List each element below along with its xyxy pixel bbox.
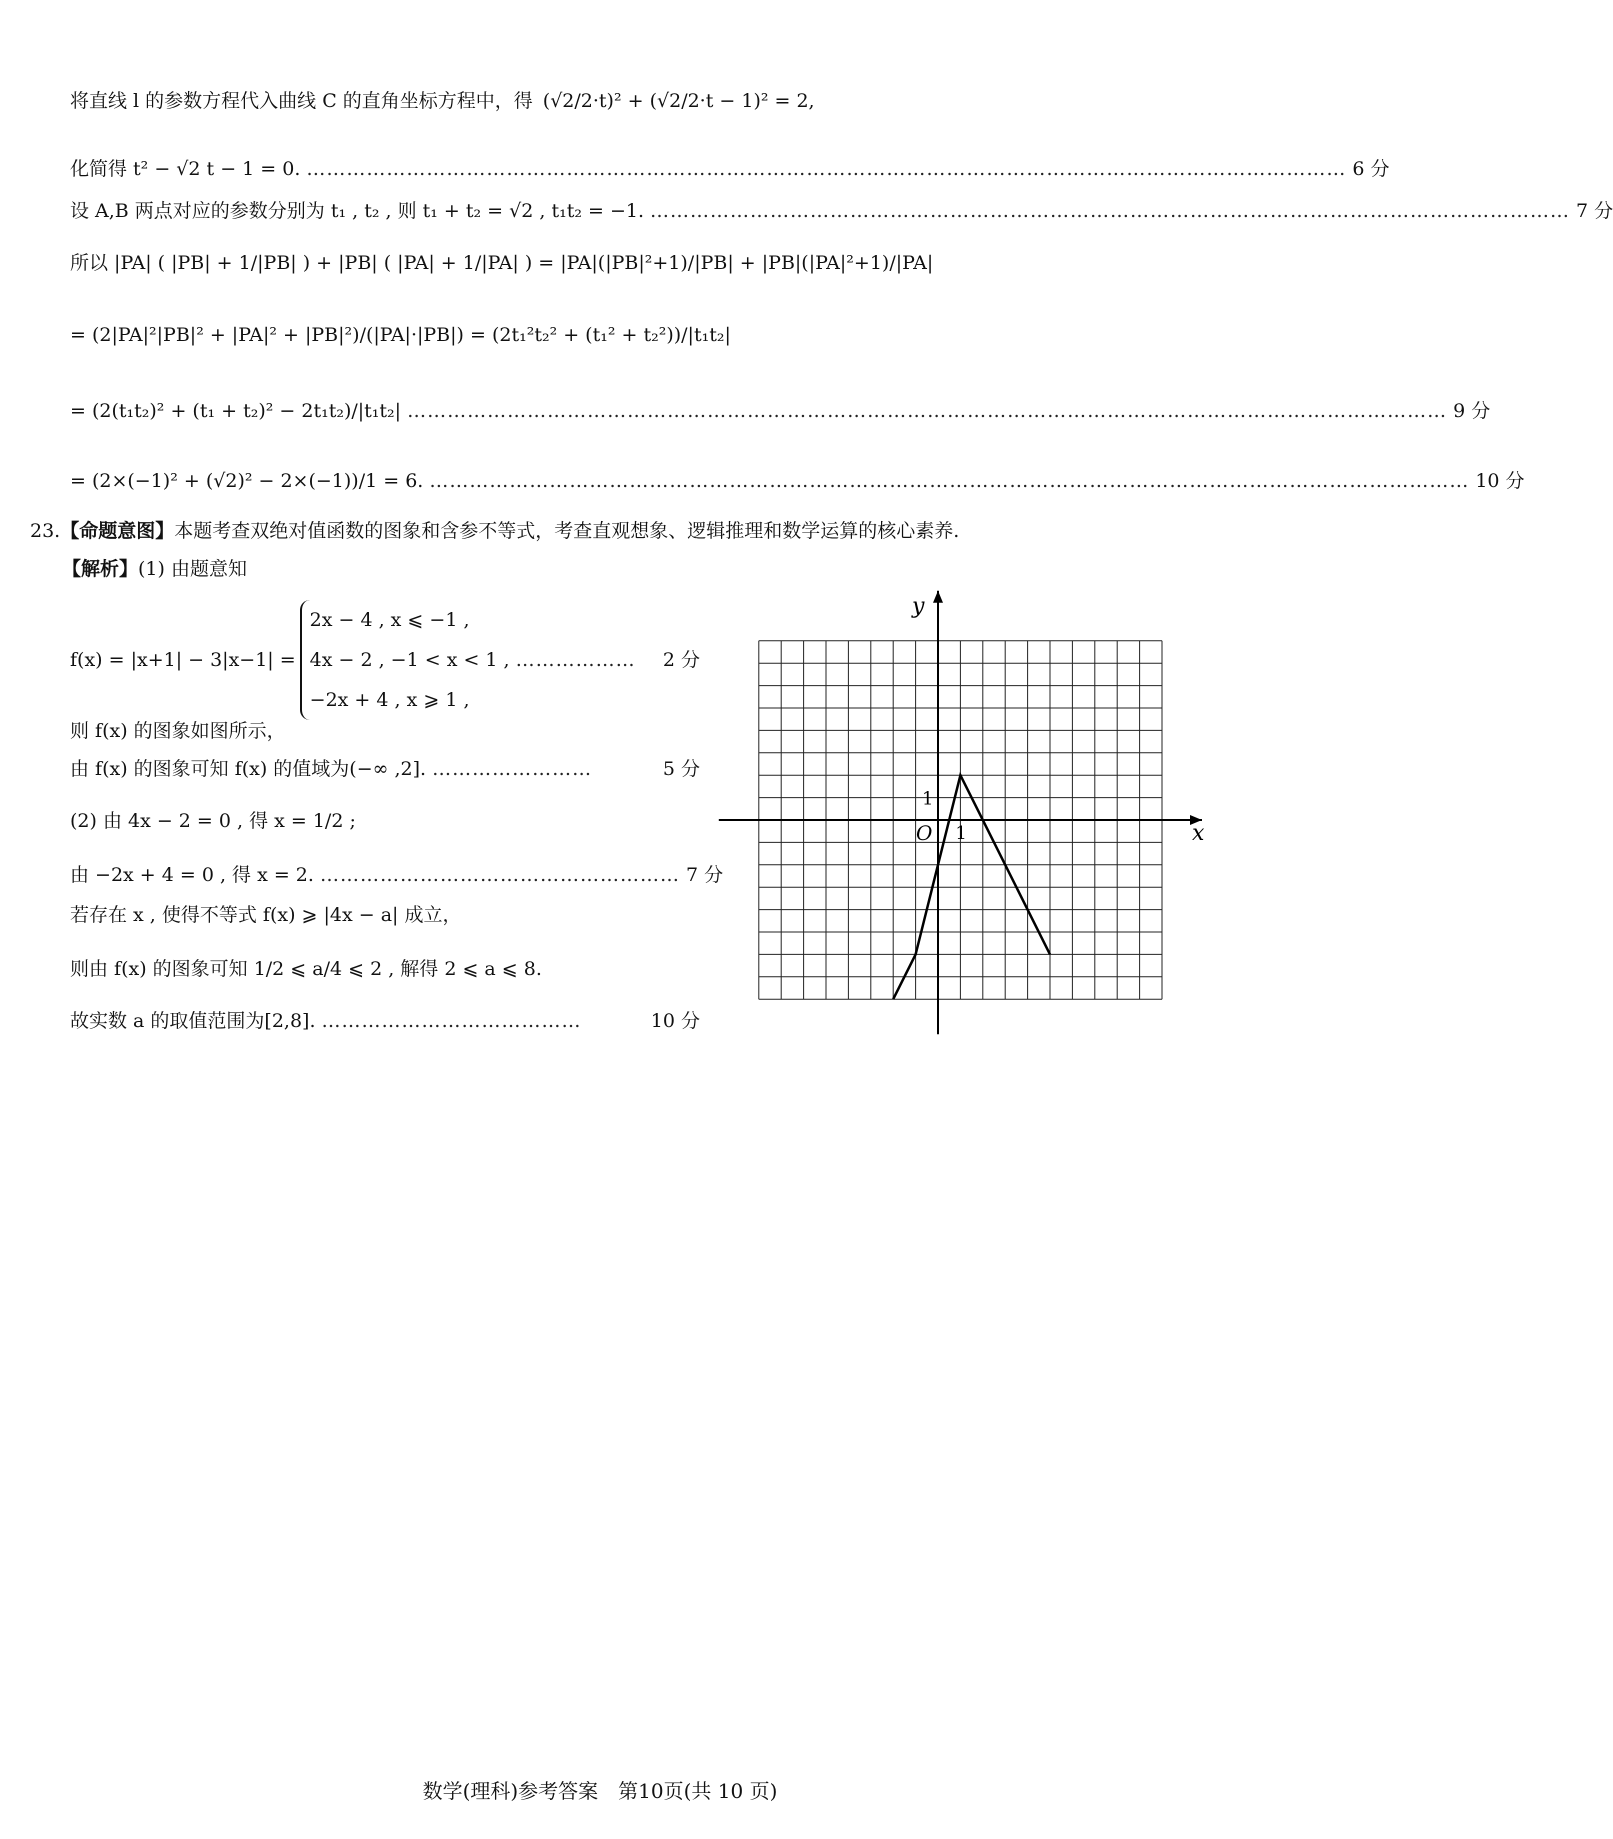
- eq-line-1: [70, 88, 1170, 114]
- leader-dots: …………………………………………………………………………………………………………………………………………: [407, 400, 1448, 422]
- leader-dots: …………………………………………………………………………………………………………………………: [650, 200, 1570, 222]
- eq-line-3-text: 设 A,B 两点对应的参数分别为 t₁ , t₂ , 则 t₁ + t₂ = √2 , t₁t₂ = −1.: [70, 200, 644, 222]
- para-7-text: 故实数 a 的取值范围为[2,8].: [70, 1010, 316, 1032]
- para-6: [70, 956, 700, 982]
- para-2: [70, 756, 700, 782]
- score-7: 7 分: [1576, 200, 1613, 222]
- eq-line-6-text: = (2(t₁t₂)² + (t₁ + t₂)² − 2t₁t₂)/|t₁t₂|: [70, 400, 402, 422]
- case-3: −2x + 4 , x ⩾ 1 ,: [309, 689, 470, 711]
- para-4-text: 由 −2x + 4 = 0 , 得 x = 2.: [70, 864, 314, 886]
- leader-dots: ………………………………………………: [319, 864, 680, 886]
- eq-line-2: [70, 156, 1390, 182]
- intent-text: 本题考查双绝对值函数的图象和含参不等式，考查直观想象、逻辑推理和数学运算的核心素养.: [174, 520, 960, 542]
- analysis-tag: 【解析】: [62, 558, 139, 580]
- origin-label: O: [916, 821, 933, 845]
- para-2-text: 由 f(x) 的图象可知 f(x) 的值域为(−∞ ,2].: [70, 758, 427, 780]
- leader-dots: …………………………………: [321, 1010, 582, 1032]
- case-1: 2x − 4 , x ⩽ −1 ,: [309, 609, 470, 631]
- para-6-text: 则由 f(x) 的图象可知 1/2 ⩽ a/4 ⩽ 2 , 解得 2 ⩽ a ⩽ 8.: [70, 958, 542, 980]
- case-2: 4x − 2 , −1 < x < 1 ,: [309, 649, 510, 671]
- para-5: [70, 902, 700, 928]
- intent-tag: 【命题意图】: [60, 520, 175, 542]
- para-7: [70, 1008, 700, 1034]
- para-1-text: 则 f(x) 的图象如图所示，: [70, 720, 286, 742]
- eq-line-5-text: = (2|PA|²|PB|² + |PA|² + |PB|²)/(|PA|·|PB|) = (2t₁²t₂² + (t₁² + t₂²))/|t₁t₂|: [70, 324, 731, 346]
- page-footer: 数学(理科)参考答案 第10页(共 10 页): [422, 1779, 778, 1803]
- score-9: 9 分: [1453, 400, 1491, 422]
- eq-line-5: [70, 322, 1170, 348]
- x-axis-label: x: [1192, 821, 1205, 846]
- function-graph: [710, 580, 1205, 1040]
- para-3-text: (2) 由 4x − 2 = 0 , 得 x = 1/2 ;: [70, 810, 356, 832]
- para-1: [70, 718, 700, 744]
- leader-dots: …………………………………………………………………………………………………………………………………………: [306, 158, 1347, 180]
- eq-line-4-text: 所以 |PA| ( |PB| + 1/|PB| ) + |PB| ( |PA| + 1/|PA| ) = |PA|(|PB|²+1)/|PB| + |PB|(|PA|²+1)/|PA|: [70, 252, 934, 274]
- score-6: 6 分: [1352, 158, 1390, 180]
- eq-line-7-text: = (2×(−1)² + (√2)² − 2×(−1))/1 = 6.: [70, 470, 424, 492]
- y-unit-label: 1: [922, 788, 934, 810]
- analysis-text: (1) 由题意知: [138, 558, 247, 580]
- score-2: 2 分: [662, 649, 700, 671]
- problem-number: 23.: [30, 520, 61, 542]
- piecewise-function: [70, 600, 700, 720]
- eq-line-3: [70, 198, 1613, 224]
- eq-line-1-text: 将直线 l 的参数方程代入曲线 C 的直角坐标方程中，得: [70, 90, 533, 112]
- score-10b: 10 分: [650, 1010, 700, 1032]
- para-5-text: 若存在 x , 使得不等式 f(x) ⩾ |4x − a| 成立，: [70, 904, 462, 926]
- x-unit-label: 1: [955, 823, 967, 844]
- leader-dots: ……………………: [432, 758, 593, 780]
- eq-line-4: [70, 250, 1170, 276]
- analysis-heading: [62, 556, 247, 582]
- para-4: [70, 862, 724, 888]
- problem-23-intent: [30, 518, 1180, 544]
- piecewise-cases: [300, 600, 510, 720]
- leader-dots: ………………: [515, 649, 636, 671]
- eq-line-6: [70, 398, 1491, 424]
- y-axis-arrow: [933, 591, 943, 603]
- function-lhs: f(x) = |x+1| − 3|x−1| =: [70, 649, 296, 671]
- score-7b: 7 分: [685, 864, 724, 886]
- para-3: [70, 808, 700, 834]
- score-10: 10 分: [1475, 470, 1525, 492]
- score-5: 5 分: [662, 758, 700, 780]
- eq-line-1-formula: (√2/2·t)² + (√2/2·t − 1)² = 2,: [542, 90, 815, 112]
- eq-line-2-text: 化简得 t² − √2 t − 1 = 0.: [70, 158, 301, 180]
- leader-dots: …………………………………………………………………………………………………………………………………………: [429, 470, 1470, 492]
- eq-line-7: [70, 468, 1525, 494]
- y-axis-label: y: [912, 593, 925, 619]
